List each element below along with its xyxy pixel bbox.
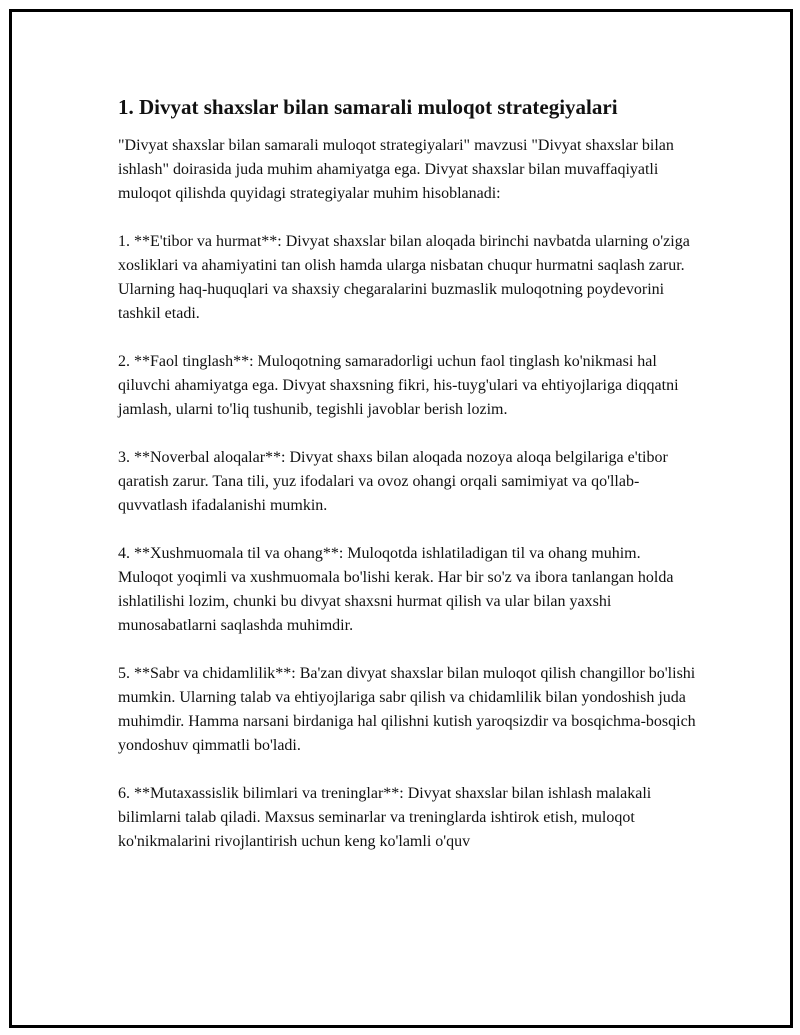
list-item: 4. **Xushmuomala til va ohang**: Muloqotda ishlatiladigan til va ohang muhim. Muloqot yoqimli va xushmuomala bo'lishi kerak. Har bir so'z va ibora tanlangan holda ishlatilishi lozim, chunki bu divyat shaxsni hurmat qilish va ular bilan yaxshi munosabatlarni saqlashda muhimdir. — [118, 545, 674, 634]
page-frame — [9, 9, 793, 1028]
list-item: 2. **Faol tinglash**: Muloqotning samaradorligi uchun faol tinglash ko'nikmasi hal qiluvchi ahamiyatga ega. Divyat shaxsning fikri, his-tuyg'ulari va ehtiyojlariga diqqatni jamlash, ularni to'liq tushunib, tegishli javoblar berish lozim. — [118, 353, 679, 418]
intro-paragraph: "Divyat shaxslar bilan samarali muloqot strategiyalari" mavzusi "Divyat shaxslar bilan ishlash" doirasida juda muhim ahamiyatga ega. Divyat shaxslar bilan muvaffaqiyatli muloqot qilishda quyidagi strategiyalar muhim hisoblanadi: — [118, 137, 674, 202]
list-item: 6. **Mutaxassislik bilimlari va treninglar**: Divyat shaxslar bilan ishlash malakali bilimlarni talab qiladi. Maxsus seminarlar va treninglarda ishtirok etish, muloqot ko'nikmalarini rivojlantirish uchun keng ko'lamli o'quv — [118, 785, 652, 850]
document-title: 1. Divyat shaxslar bilan samarali muloqot strategiyalari — [118, 95, 618, 119]
list-item: 5. **Sabr va chidamlilik**: Ba'zan divyat shaxslar bilan muloqot qilish changillor bo'lishi mumkin. Ularning talab va ehtiyojlariga sabr qilish va chidamlilik bilan yondoshish juda muhimdir. Hamma narsani birdaniga hal qilishni kutish yaroqsizdir va bosqichma-bosqich yondoshuv qimmatli bo'ladi. — [118, 665, 696, 754]
list-item: 1. **E'tibor va hurmat**: Divyat shaxslar bilan aloqada birinchi navbatda ularning o'ziga xosliklari va ahamiyatini tan olish hamda ularga nisbatan chuqur hurmatni saqlash zarur. Ularning haq-huquqlari va shaxsiy chegaralarini buzmaslik muloqotning poydevorini tashkil etadi. — [118, 233, 690, 322]
list-item: 3. **Noverbal aloqalar**: Divyat shaxs bilan aloqada nozoya aloqa belgilariga e'tibor qaratish zarur. Tana tili, yuz ifodalari va ovoz ohangi orqali samimiyat va qo'llab-quvvatlash ifadalanishi mumkin. — [118, 449, 668, 514]
document-body — [118, 92, 698, 878]
